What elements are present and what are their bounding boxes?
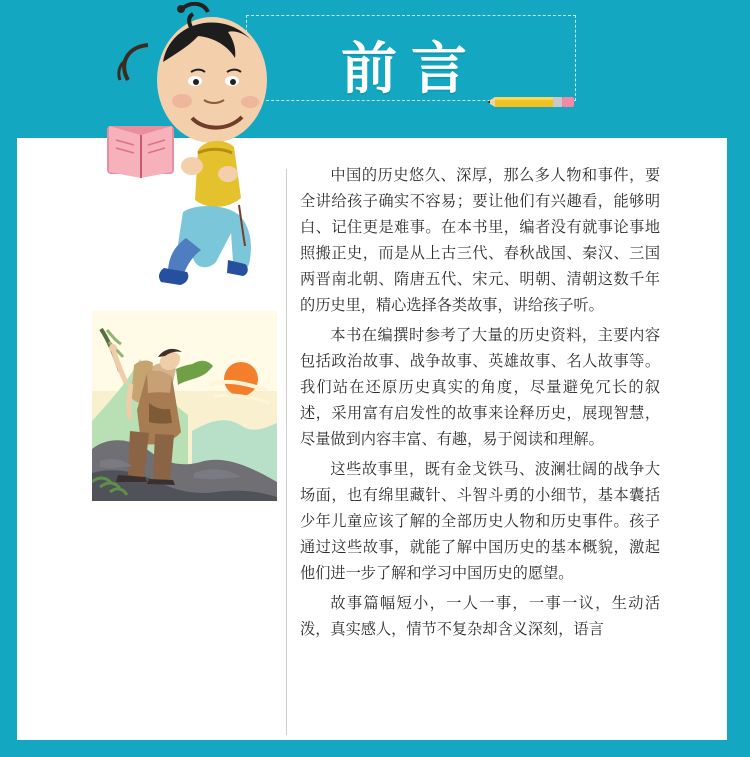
content-divider: [286, 169, 287, 735]
paragraph-2: 本书在编撰时参考了大量的历史资料，主要内容包括政治故事、战争故事、英雄故事、名人故事等。我们站在还原历史真实的角度，尽量避免冗长的叙述，采用富有启发性的故事来诠释历史，展现智慧，尽量做到内容丰富、有趣，易于阅读和理解。: [300, 326, 660, 448]
paragraph-4: 故事篇幅短小，一人一事，一事一议，生动活泼，真实感人，情节不复杂却含义深刻，语言: [300, 594, 660, 638]
ancient-figure-illustration: [92, 311, 277, 501]
paragraph-3: 这些故事里，既有金戈铁马、波澜壮阔的战争大场面，也有绵里藏针、斗智斗勇的小细节，基本囊括少年儿童应该了解的全部历史人物和历史事件。孩子通过这些故事，就能了解中国历史的基本概貌，激起他们进一步了解和学习中国历史的愿望。: [300, 460, 660, 582]
child-reading-illustration: [100, 2, 270, 292]
title-banner: [246, 15, 576, 101]
pencil-icon: [487, 96, 574, 108]
paragraph-1: 中国的历史悠久、深厚，那么多人物和事件，要全讲给孩子确实不容易；要让他们有兴趣看，能够明白、记住更是难事。在本书里，编者没有就事论事地照搬正史，而是从上古三代、春秋战国、秦汉、三国两晋南北朝、隋唐五代、宋元、明朝、清朝这数千年的历史里，精心选择各类故事，讲给孩子听。: [300, 166, 660, 314]
page-title: 前言: [341, 36, 481, 102]
preface-content: [300, 162, 660, 738]
